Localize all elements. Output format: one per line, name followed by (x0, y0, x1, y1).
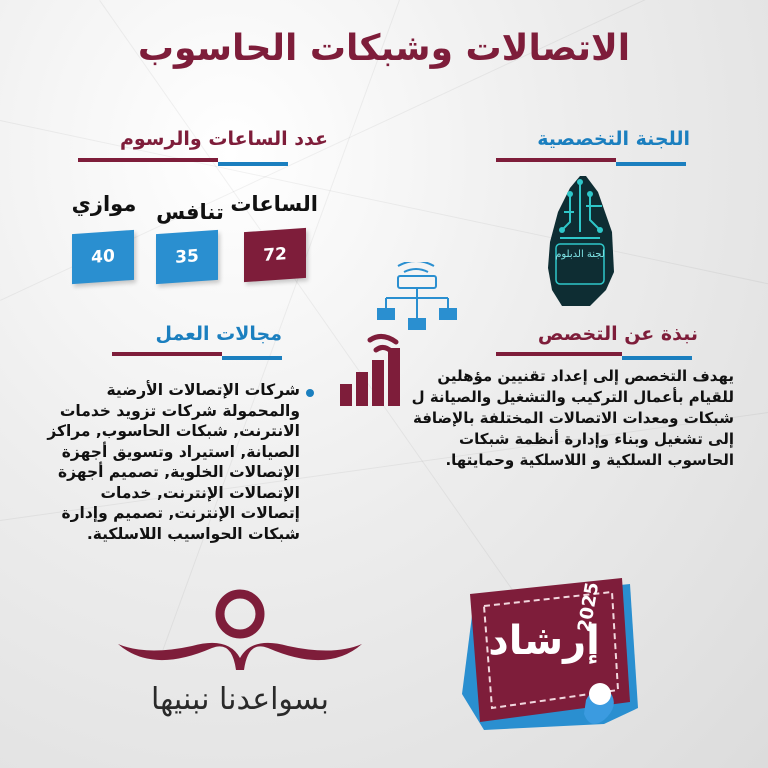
work-fields-title: مجالات العمل (155, 323, 282, 345)
network-icon (372, 262, 462, 334)
committee-title: اللجنة التخصصية (537, 128, 690, 150)
slogan-text: بسواعدنا نبنيها (150, 682, 330, 717)
work-fields-underline (112, 352, 282, 360)
committee-logo-text: لجنة الدبلوم (555, 249, 605, 260)
circuit-head-icon (540, 172, 620, 312)
irshad-badge (454, 574, 644, 744)
signal-bars-icon (326, 326, 406, 408)
people-arms-icon (112, 588, 368, 678)
badge-year: 2025 (574, 580, 604, 634)
competition-label: تنافس (156, 200, 224, 224)
competition-fee-badge: 35 (156, 230, 218, 284)
hours-fees-underline (78, 158, 288, 166)
committee-logo (540, 172, 620, 312)
parallel-label: موازي (71, 192, 137, 216)
about-underline (496, 352, 692, 360)
hours-value-badge: 72 (244, 228, 306, 282)
hours-fees-title: عدد الساعات والرسوم (119, 128, 328, 150)
work-fields-text: شركات الإتصالات الأرضية والمحمولة شركات تزويد خدمات الانترنت, شبكات الحاسوب, مراكز الصيانة, استيراد وتسويق أجهزة الإتصالات الخلوية, تصميم أجهزة الإتصالات الإنترنت, خدمات إتصالات الإنترنت, تصميم وإدارة شبكات الحواسيب اللاسلكية. (47, 381, 300, 543)
hours-label: الساعات (230, 192, 318, 216)
irshad-word: إرشاد (488, 618, 600, 664)
about-text: يهدف التخصص إلى إعداد تقنيين مؤهلين للقيام بأعمال التركيب والتشغيل والصيانة ل شبكات ومعدات الاتصالات المختلفة بالإضافة إلى تشغيل وبناء وإدارة أنظمة شبكات الحاسوب السلكية و اللاسلكية وحمايتها. (411, 367, 734, 469)
work-fields-bullet (306, 389, 314, 397)
parallel-fee-badge: 40 (72, 230, 134, 284)
slogan-logo (112, 588, 368, 728)
committee-underline (496, 158, 686, 166)
page-title: الاتصالات وشبكات الحاسوب (137, 28, 631, 69)
about-title: نبذة عن التخصص (537, 323, 698, 345)
